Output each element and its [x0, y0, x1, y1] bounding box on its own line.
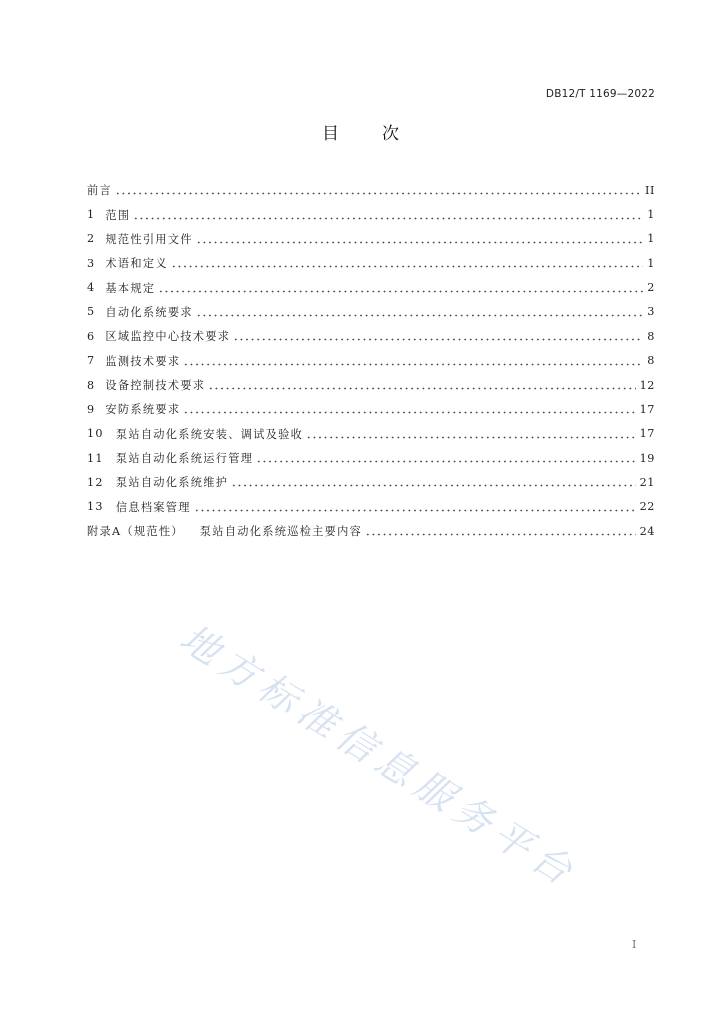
toc-entry-title: 基本规定: [105, 281, 156, 295]
toc-entry: [87, 373, 655, 397]
toc-entry-title: 泵站自动化系统维护: [115, 476, 229, 490]
toc-entry-page: 8: [647, 354, 655, 368]
dot-leader: [194, 502, 636, 512]
toc-entry-number: 6: [87, 329, 96, 343]
toc-entry-page: II: [644, 183, 655, 197]
toc-entry-title: 泵站自动化系统安装、调试及验收: [115, 427, 304, 441]
dot-leader: [171, 258, 643, 268]
toc-entry: [87, 446, 655, 470]
toc-entry: [87, 470, 655, 494]
toc-entry-title: 范围: [105, 208, 131, 222]
table-of-contents: [87, 178, 655, 543]
toc-entry: [87, 422, 655, 446]
toc-entry-page: 1: [647, 232, 655, 246]
toc-entry-page: 22: [639, 500, 655, 514]
dot-leader: [183, 356, 643, 366]
toc-entry-title: 泵站自动化系统巡检主要内容: [199, 525, 363, 539]
dot-leader: [256, 453, 635, 463]
toc-entry-number: 5: [87, 305, 96, 319]
toc-entry-number: 10: [87, 427, 104, 441]
toc-entry-page: 2: [647, 281, 655, 295]
dot-leader: [208, 380, 635, 390]
dot-leader: [133, 210, 643, 220]
dot-leader: [158, 283, 643, 293]
toc-entry-number: 8: [87, 378, 96, 392]
toc-entry-page: 17: [639, 427, 655, 441]
page-number: I: [632, 938, 637, 951]
toc-entry-foreword: [87, 178, 655, 202]
toc-entry-number: 11: [87, 451, 104, 465]
toc-entry: [87, 251, 655, 275]
toc-entry-title: 信息档案管理: [115, 500, 191, 514]
dot-leader: [306, 429, 635, 439]
toc-entry: [87, 495, 655, 519]
toc-entry-number: 12: [87, 475, 104, 489]
toc-entry-page: 3: [647, 305, 655, 319]
toc-entry-number: 1: [87, 208, 96, 222]
toc-entry: [87, 300, 655, 324]
toc-entry-title: 术语和定义: [105, 257, 168, 271]
dot-leader: [233, 331, 643, 341]
toc-entry-title: 设备控制技术要求: [105, 379, 206, 393]
annex-label: 附录A（规范性）: [87, 525, 184, 539]
toc-entry-number: 9: [87, 402, 96, 416]
toc-entry-number: 7: [87, 354, 96, 368]
toc-entry-title: 前言: [87, 184, 112, 198]
watermark: 地方标准信息服务平台: [172, 615, 586, 897]
toc-entry-title: 监测技术要求: [105, 354, 181, 368]
toc-entry: [87, 227, 655, 251]
toc-entry: [87, 397, 655, 421]
toc-entry-number: 13: [87, 500, 104, 514]
page-title: 目 次: [322, 124, 402, 144]
toc-entry-title: 自动化系统要求: [105, 305, 193, 319]
toc-entry-page: 1: [647, 208, 655, 222]
toc-entry-page: 12: [639, 378, 655, 392]
toc-entry-page: 8: [647, 329, 655, 343]
dot-leader: [365, 526, 635, 536]
toc-entry-number: 3: [87, 256, 96, 270]
toc-entry: [87, 349, 655, 373]
dot-leader: [196, 307, 643, 317]
toc-entry: [87, 324, 655, 348]
toc-entry-annex-a: [87, 519, 655, 543]
toc-entry-title: 规范性引用文件: [105, 232, 193, 246]
dot-leader: [115, 185, 641, 195]
toc-entry: [87, 202, 655, 226]
document-code: DB12/T 1169—2022: [545, 88, 655, 100]
toc-entry-title: 区域监控中心技术要求: [105, 330, 231, 344]
toc-entry-page: 17: [639, 402, 655, 416]
toc-entry-number: 4: [87, 281, 96, 295]
dot-leader: [183, 404, 635, 414]
toc-entry-page: 19: [639, 451, 655, 465]
toc-entry-page: 1: [647, 256, 655, 270]
toc-entry-title: 安防系统要求: [105, 403, 181, 417]
toc-entry: [87, 275, 655, 299]
dot-leader: [231, 477, 635, 487]
toc-entry-page: 21: [639, 475, 655, 489]
dot-leader: [196, 234, 643, 244]
toc-entry-title: 泵站自动化系统运行管理: [115, 452, 254, 466]
toc-entry-number: 2: [87, 232, 96, 246]
toc-entry-page: 24: [639, 524, 655, 538]
